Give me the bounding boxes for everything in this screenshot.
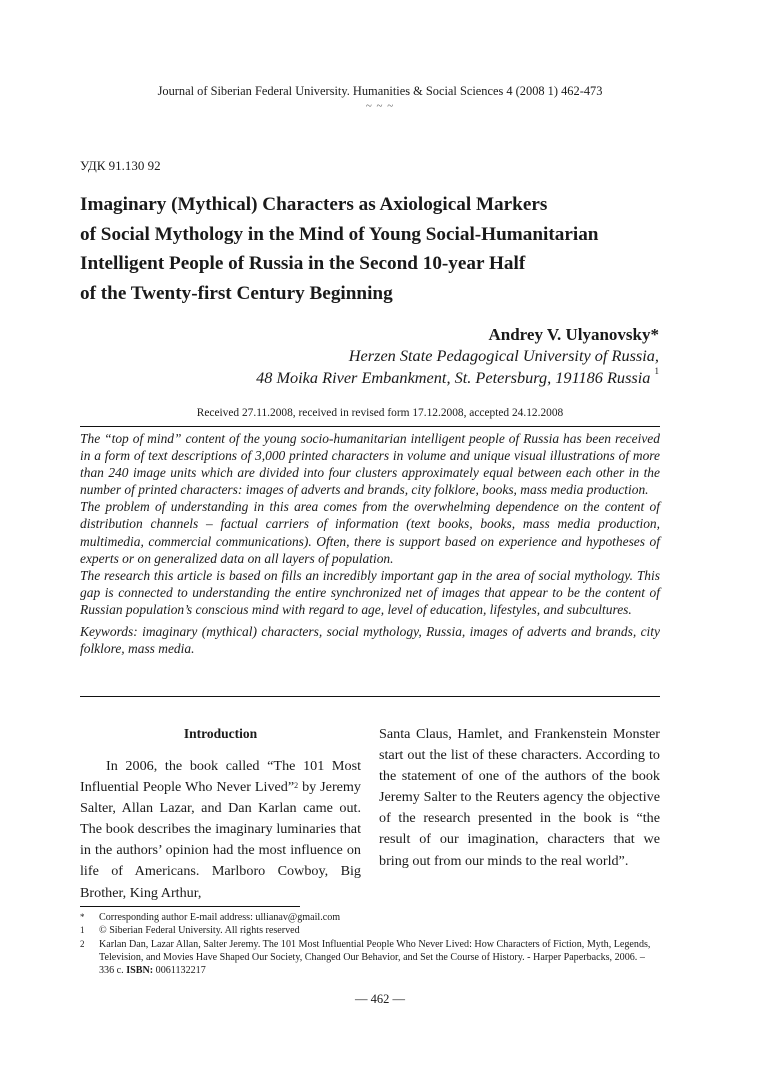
footnote-mark: * (80, 912, 85, 922)
footnote (80, 924, 662, 937)
body-text: by Jeremy Salter, Allan Lazar, and Dan Karlan came out. The book describes the imaginary luminaries that in the authors’ opinion had the most influence on life of Americans. Marlboro Cowboy, Big Brother, King Arthur, (80, 779, 361, 901)
footnote-ref: 2 (294, 781, 299, 791)
body-column-right (379, 724, 660, 872)
body-text: In 2006, the book called “The 101 Most Influential People Who Never Lived” (80, 758, 361, 796)
footnote-text (99, 938, 662, 978)
footnotes (80, 911, 662, 977)
footnote-text: Corresponding author E-mail address: ullianav@gmail.com (99, 912, 341, 923)
affiliation-address: 48 Moika River Embankment, St. Petersburg, 191186 Russia (256, 368, 651, 387)
author-name: Andrey V. Ulyanovsky* (488, 325, 659, 344)
abstract (80, 430, 660, 657)
body-column-left (80, 724, 361, 904)
received-dates: Received 27.11.2008, received in revised form 17.12.2008, accepted 24.12.2008 (196, 407, 564, 419)
page-number: — 462 — (355, 992, 405, 1006)
footnote (80, 938, 662, 978)
body-paragraph (80, 756, 361, 904)
body-paragraph: Santa Claus, Hamlet, and Frankenstein Monster start out the list of these characters. According to the statement of one of the authors of the book Jeremy Salter to the Reuters agency the objective of the research presented in the book is “the result of our imagination, characters that we bring out from our minds to the real world”. (379, 726, 660, 869)
abstract-paragraph: The research this article is based on fills an incredibly important gap in the area of social mythology. This gap is connected to understanding the entire synchronized net of images that appear to be the content of Russian population’s conscious mind with regard to age, level of education, lifestyles, and subcultures. (80, 567, 660, 617)
footnote-rule (80, 906, 300, 907)
abstract-top-rule (80, 426, 660, 427)
footnote-citation: Karlan Dan, Lazar Allan, Salter Jeremy. The 101 Most Influential People Who Never Lived: How Characters of Fiction, Myth, Legends, Television, and Movies Have Shaped Our Society, Changed Our Behavior, and Set the Course of History. - Harper Paperbacks, 2006. – 336 с. (99, 938, 651, 977)
header-ornament: ~ ~ ~ (365, 100, 395, 112)
keywords: Keywords: imaginary (mythical) characters, social mythology, Russia, images of adverts and brands, city folklore, mass media. (80, 624, 660, 657)
isbn-number: 0061132217 (153, 965, 206, 977)
affiliation-line-1: Herzen State Pedagogical University of Russia, (348, 346, 659, 365)
title-line: Intelligent People of Russia in the Second 10-year Half (80, 253, 526, 274)
isbn-label: ISBN: (126, 965, 154, 977)
title-line: of Social Mythology in the Mind of Young Social-Humanitarian (80, 223, 599, 245)
abstract-bottom-rule (80, 696, 660, 697)
affiliation-footnote-ref: 1 (654, 366, 659, 376)
abstract-paragraph: The problem of understanding in this area comes from the overwhelming dependence on the content of distribution channels – factual carriers of information (text books, books, mass media production, multimedia, commercial communications). Often, there is support based on experience and hypotheses of experts or on generalized data on all layers of population. (80, 499, 660, 566)
footnote-mark: 2 (80, 938, 85, 949)
article-title (80, 190, 680, 308)
abstract-paragraph: The “top of mind” content of the young socio-humanitarian intelligent people of Russia has been received in a form of text descriptions of 3,000 printed characters in volume and unique visual illustrations of more than 240 image units which are divided into four clusters approximately equal between each other in the number of printed characters: images of adverts and brands, city folklore, books, mass media production. (80, 431, 660, 498)
footnote (80, 911, 662, 924)
affiliation-line-2 (256, 368, 659, 388)
section-heading: Introduction (183, 726, 258, 741)
udk-code: УДК 91.130 92 (80, 158, 161, 173)
footnote-mark: 1 (80, 925, 85, 936)
title-line: of the Twenty-first Century Beginning (80, 282, 393, 304)
title-line: Imaginary (Mythical) Characters as Axiological Markers (80, 194, 548, 215)
footnote-text: © Siberian Federal University. All rights reserved (99, 925, 300, 937)
journal-header: Journal of Siberian Federal University. Humanities & Social Sciences 4 (2008 1) 462-473 (157, 84, 603, 98)
